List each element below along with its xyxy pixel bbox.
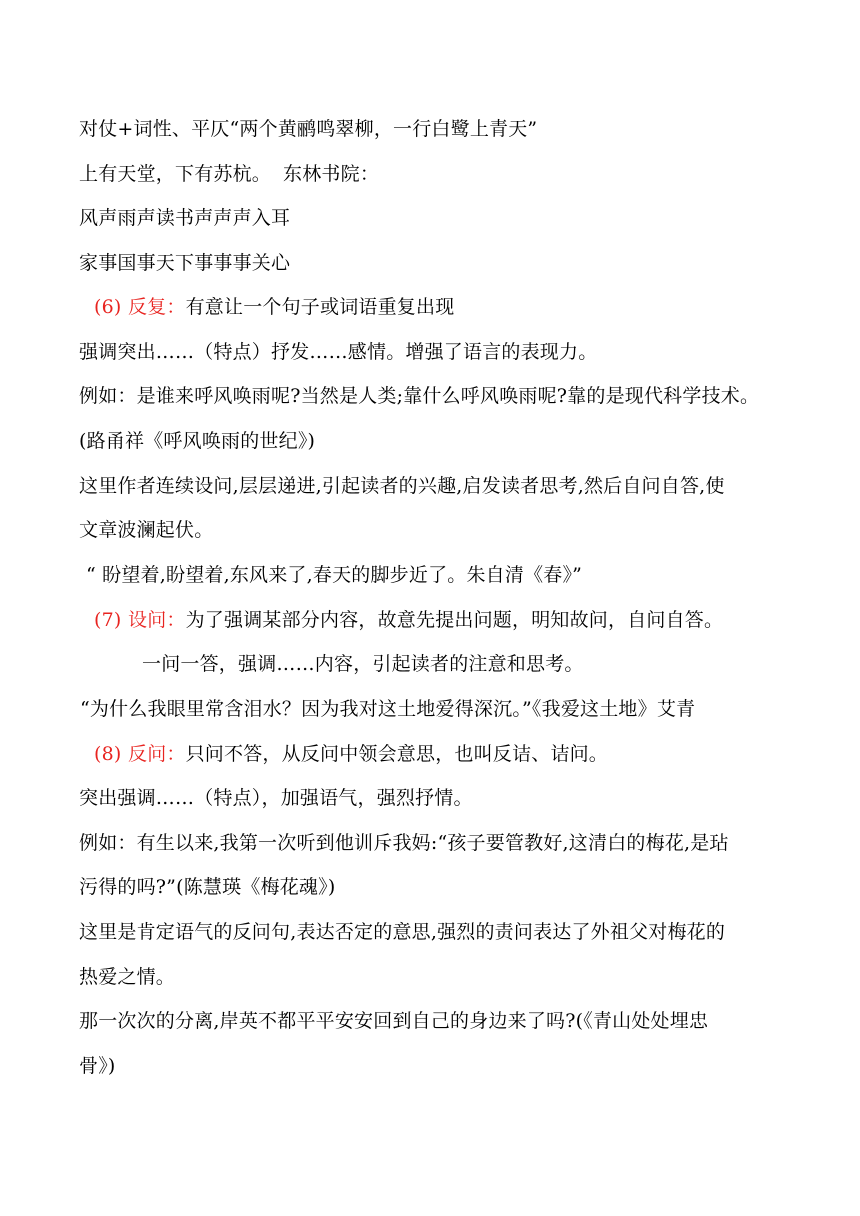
text-line: 污得的吗?”(陈慧瑛《梅花魂》): [79, 876, 336, 898]
text-line: 突出强调……（特点），加强语气，强烈抒情。: [79, 787, 473, 809]
section-heading-6: [94, 294, 454, 320]
text-line: 热爱之情。: [79, 966, 176, 988]
text-line: 骨》): [79, 1055, 116, 1077]
section-definition: 有意让一个句子或词语重复出现: [185, 296, 455, 318]
text-line: 对仗+词性、平仄“两个黄鹂鸣翠柳，一行白鹭上青天”: [79, 118, 538, 140]
text-line: 一问一答，强调……内容，引起读者的注意和思考。: [142, 653, 584, 675]
text-line: 那一次次的分离,岸英不都平平安安回到自己的身边来了吗?(《青山处处埋忠: [79, 1010, 709, 1032]
text-line: “ 盼望着,盼望着,东风来了,春天的脚步近了。朱自清《春》”: [86, 564, 583, 586]
section-heading-7: [94, 607, 723, 633]
section-number: (8): [94, 743, 122, 765]
text-line: 强调突出……（特点）抒发……感情。增强了语言的表现力。: [79, 341, 598, 363]
section-heading-8: [94, 741, 608, 767]
text-line: 文章波澜起伏。: [79, 519, 214, 541]
text-line: 家事国事天下事事事关心: [79, 252, 291, 274]
text-line: 例如：是谁来呼风唤雨呢?当然是人类;靠什么呼风唤雨呢?靠的是现代科学技术。: [79, 385, 760, 407]
section-label: 反复：: [128, 296, 186, 318]
section-number: (6): [94, 296, 122, 318]
text-line: “为什么我眼里常含泪水？因为我对这土地爱得深沉。”《我爱这土地》艾青: [80, 698, 696, 720]
text-line: 这里作者连续设问,层层递进,引起读者的兴趣,启发读者思考,然后自问自答,使: [79, 475, 725, 497]
text-line: [79, 161, 379, 187]
text-line: 这里是肯定语气的反问句,表达否定的意思,强烈的责问表达了外祖父对梅花的: [79, 921, 726, 943]
text-line: 例如：有生以来,我第一次听到他训斥我妈:“孩子要管教好,这清白的梅花,是玷: [79, 832, 729, 854]
text-segment: 上有天堂，下有苏杭。: [79, 163, 272, 185]
text-segment: 东林书院：: [283, 163, 380, 185]
section-definition: 只问不答，从反问中领会意思，也叫反诘、诘问。: [185, 743, 609, 765]
section-label: 设问：: [128, 609, 186, 631]
section-definition: 为了强调某部分内容，故意先提出问题，明知故问，自问自答。: [185, 609, 724, 631]
section-number: (7): [94, 609, 122, 631]
text-line: (路甬祥《呼风唤雨的世纪》): [79, 430, 316, 452]
section-label: 反问：: [128, 743, 186, 765]
text-line: 风声雨声读书声声声入耳: [79, 207, 291, 229]
